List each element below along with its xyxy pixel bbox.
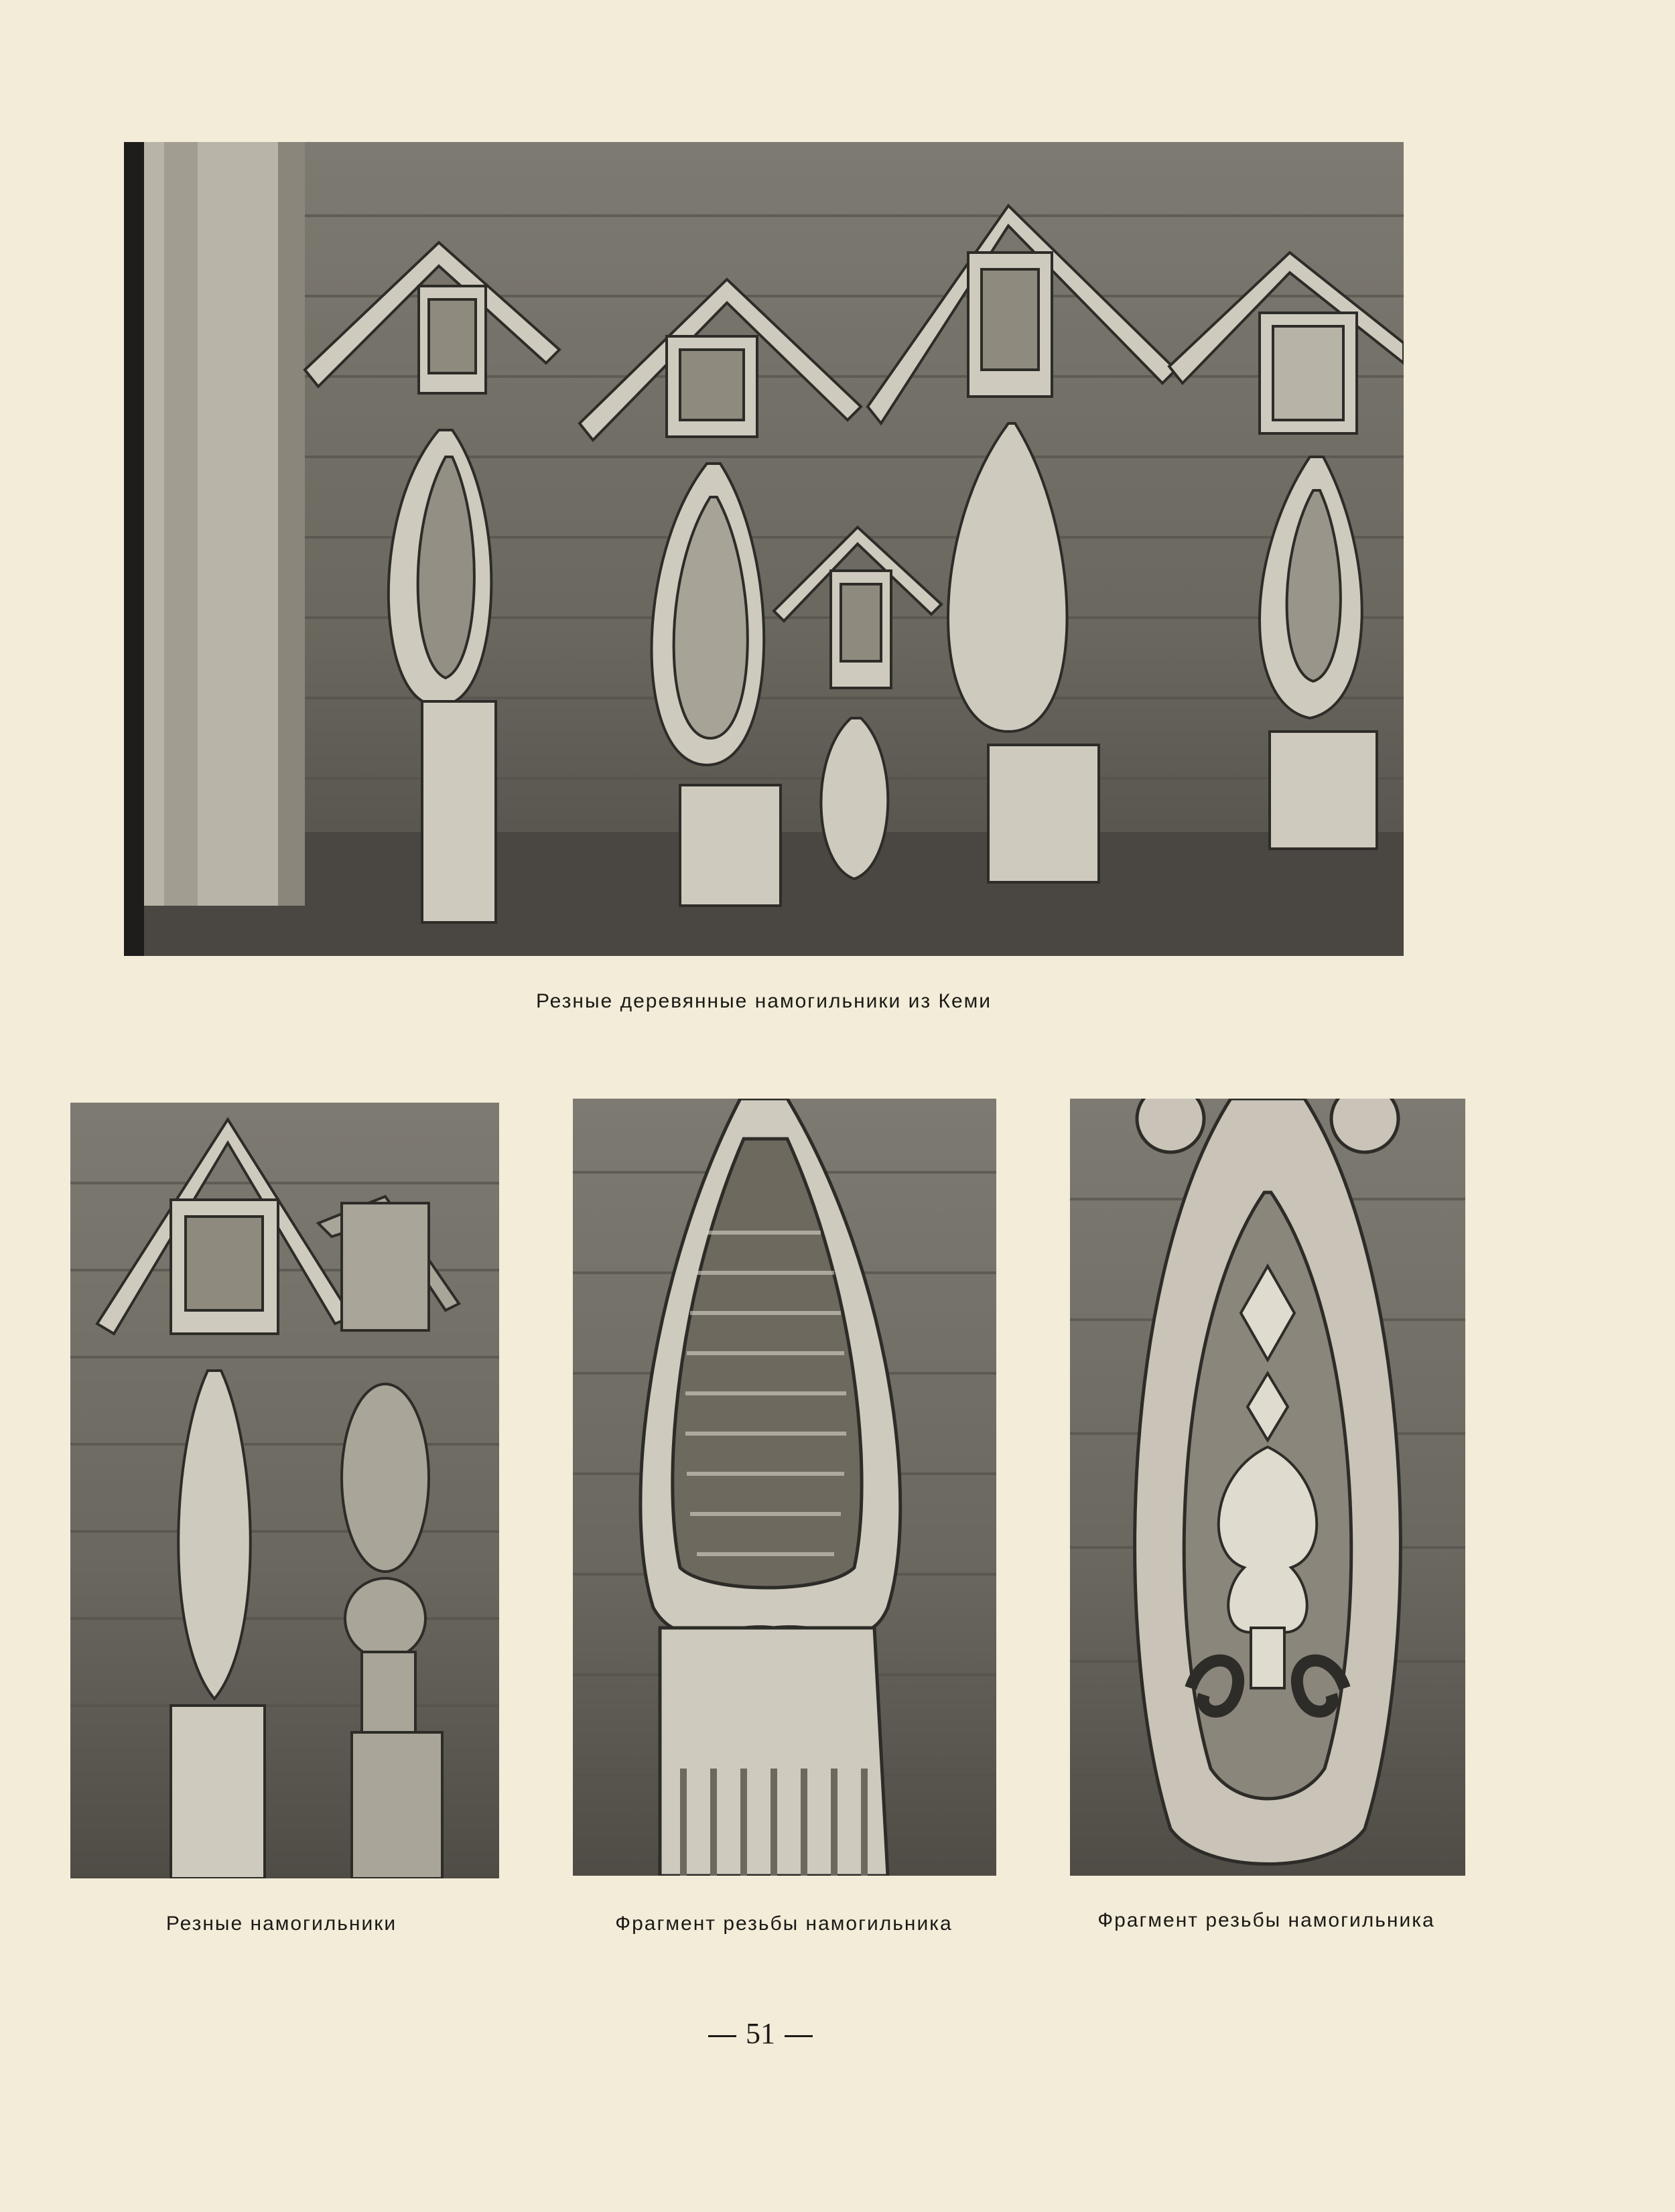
page-number-dash-right bbox=[785, 2035, 813, 2037]
caption-bottom-left: Резные намогильники bbox=[165, 1913, 397, 1935]
page-number-value: 51 bbox=[746, 2017, 775, 2050]
photo-grave-markers-kem bbox=[124, 142, 1404, 956]
caption-top-photo: Резные деревянные намогильники из Кеми bbox=[535, 990, 992, 1012]
photo-carving-fragment-inscription bbox=[573, 1099, 996, 1876]
caption-bottom-middle: Фрагмент резьбы намогильника bbox=[615, 1913, 953, 1935]
caption-bottom-right: Фрагмент резьбы намогильника bbox=[1097, 1909, 1435, 1931]
photo-carved-grave-markers bbox=[70, 1103, 499, 1878]
page-number bbox=[660, 2016, 861, 2051]
page-number-dash-left bbox=[708, 2035, 736, 2037]
photo-carving-fragment-ornament bbox=[1070, 1099, 1465, 1876]
